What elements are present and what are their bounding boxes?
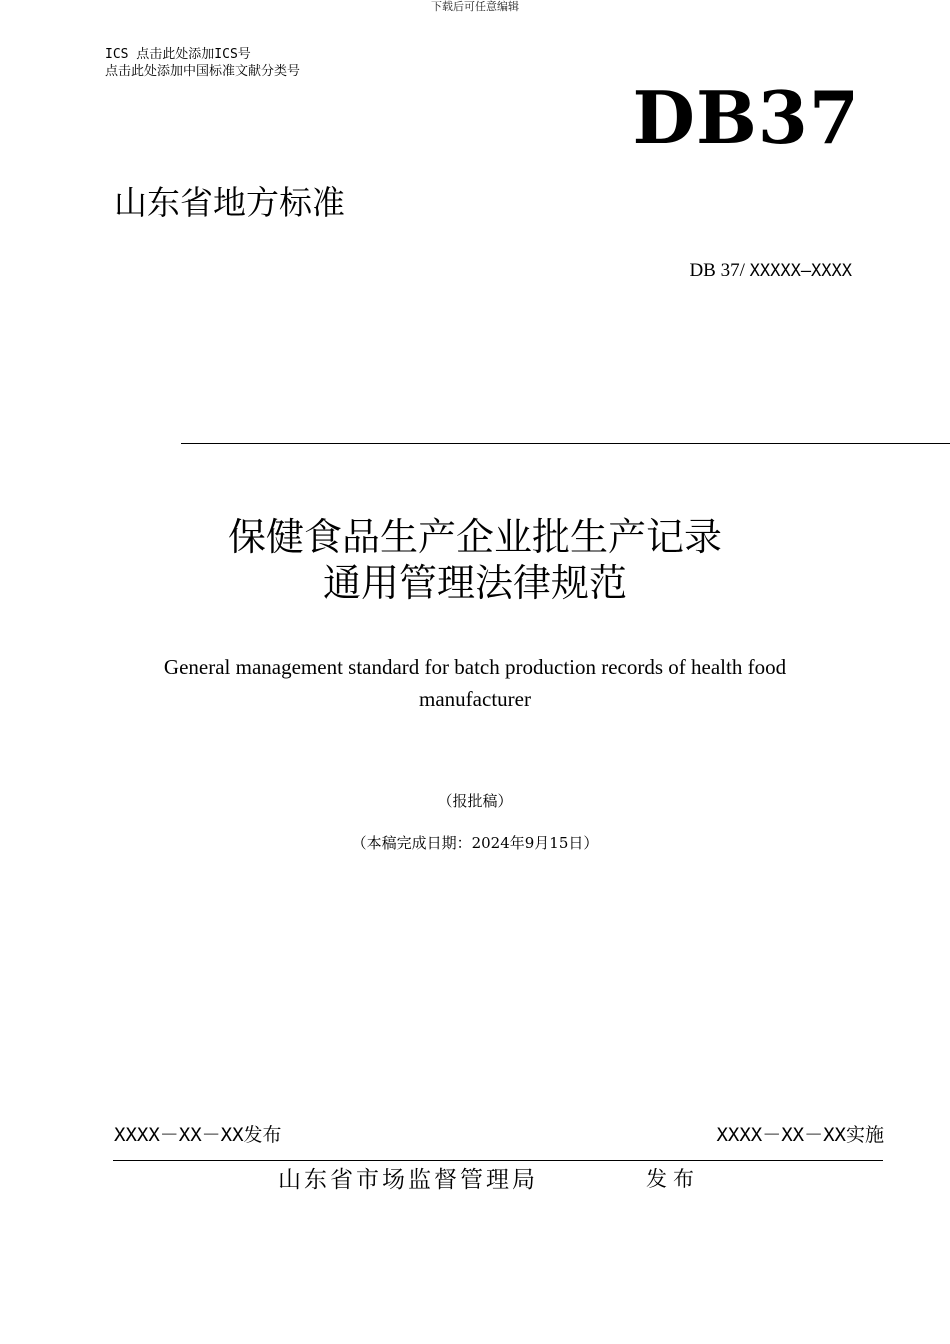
- standard-number-prefix: DB 37/: [689, 260, 745, 281]
- title-cn-line-2: 通用管理法律规范: [322, 561, 627, 605]
- header-divider: [181, 443, 950, 444]
- issue-label: 发布: [646, 1167, 700, 1191]
- watermark-note: 下载后可任意编辑: [431, 0, 519, 13]
- draft-stage: （报批稿）: [437, 792, 513, 810]
- ics-code-placeholder: ICS 点击此处添加ICS号: [105, 47, 251, 62]
- footer-divider: [113, 1160, 883, 1161]
- title-en-line-2: manufacturer: [419, 687, 531, 711]
- document-title-cn: [0, 514, 950, 606]
- issuing-authority: 山东省市场监督管理局: [278, 1167, 538, 1193]
- draft-completion-date: （本稿完成日期：2024年9月15日）: [351, 834, 599, 852]
- standard-type: 山东省地方标准: [114, 183, 345, 222]
- title-cn-line-1: 保健食品生产企业批生产记录: [227, 515, 722, 559]
- ccs-code-placeholder: 点击此处添加中国标准文献分类号: [105, 64, 301, 79]
- title-en-line-1: General management standard for batch production records of health food: [163, 655, 787, 679]
- implementation-date: XXXX－XX－XX实施: [716, 1124, 884, 1146]
- document-title-en: [120, 651, 830, 715]
- standard-logo: DB37: [632, 75, 860, 160]
- standard-number-code: XXXXX—XXXX: [749, 261, 852, 281]
- issue-date: XXXX－XX－XX发布: [114, 1124, 282, 1146]
- standard-number: [560, 259, 852, 283]
